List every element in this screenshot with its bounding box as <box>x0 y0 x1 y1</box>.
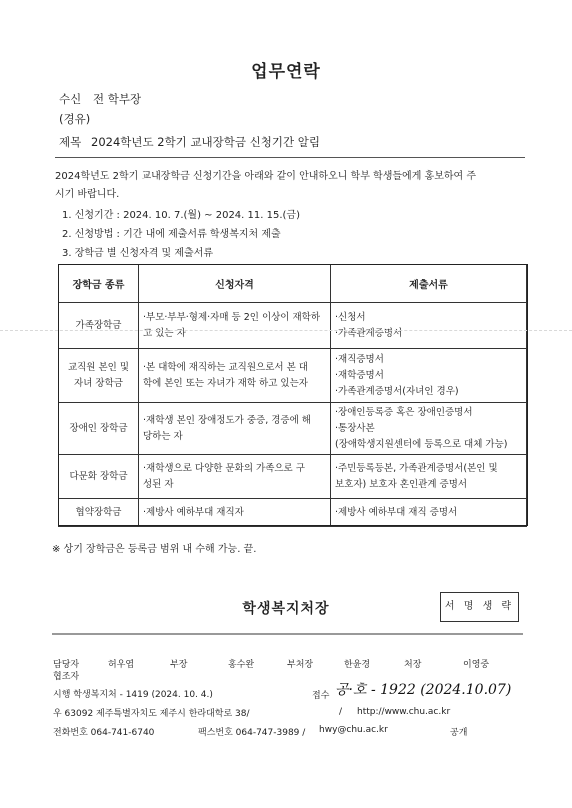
item-method: 2. 신청방법 : 기간 내에 제출서류 학생복지처 제출 <box>62 229 281 240</box>
required-docs: ·신청서 ·가족관계증명서 <box>331 303 527 349</box>
qualification: ·본 대학에 재직하는 교직원으로서 본 대 학에 본인 또는 자녀가 재학 하고 있는자 <box>139 349 331 403</box>
required-docs: ·장애인등록증 혹은 장애인증명서 ·통장사본 (장애학생지원센터에 등록으로 대체 가능) <box>331 403 527 455</box>
intro-line-1: 2024학년도 2학기 교내장학금 신청기간을 아래와 같이 안내하오니 학부 학생들에게 홍보하여 주 <box>55 171 477 182</box>
qualification: ·부모·부부·형제·자매 등 2인 이상이 재학하 고 있는 자 <box>139 303 331 349</box>
note-footnote: ※ 상기 장학금은 등록금 범위 내 수해 가능. 끝. <box>52 544 257 555</box>
approver-role: 부처장 <box>287 660 314 670</box>
qualification: ·재학생으로 다양한 문화의 가족으로 구 성된 자 <box>139 455 331 499</box>
scholarship-type: 다문화 장학금 <box>59 455 139 499</box>
scan-artifact-line <box>0 330 572 331</box>
scholarship-table <box>58 264 527 527</box>
table-row <box>59 499 527 527</box>
scholarship-type: 교직원 본인 및 자녀 장학금 <box>59 349 139 403</box>
approver-name: 허우엽 <box>108 660 135 670</box>
disclosure-status: 공개 <box>450 728 468 738</box>
qualification: ·제방사 예하부대 재직자 <box>139 499 331 527</box>
subject-label: 제목 <box>59 135 82 149</box>
intro-line-2: 시기 바랍니다. <box>55 189 120 200</box>
email-link[interactable]: hwy@chu.ac.kr <box>319 725 388 735</box>
header-documents: 제출서류 <box>331 265 527 303</box>
approver-name: 한윤경 <box>344 660 371 670</box>
item-qualifications: 3. 장학금 별 신청자격 및 제출서류 <box>62 248 214 259</box>
enforcement-number: 시행 학생복지처 - 1419 (2024. 10. 4.) <box>53 690 213 700</box>
approver-name: 홍수완 <box>228 660 255 670</box>
table-row <box>59 349 527 403</box>
required-docs: ·주민등록등본, 가족관계증명서(본인 및 보호자) 보호자 혼인관계 증명서 <box>331 455 527 499</box>
table-row <box>59 455 527 499</box>
approver-name: 이영중 <box>463 660 490 670</box>
table-header-row <box>59 265 527 303</box>
cooperator-label: 협조자 <box>53 672 80 682</box>
address-separator: / <box>339 707 343 717</box>
receipt-label: 접수 <box>312 691 330 701</box>
sender-org: 학생복지처장 <box>242 601 330 617</box>
table-row <box>59 403 527 455</box>
signature-omitted-stamp: 서 명 생 략 <box>440 592 519 622</box>
subject: 2024학년도 2학기 교내장학금 신청기간 알림 <box>91 135 320 149</box>
recipient: 전 학부장 <box>93 92 142 106</box>
item-period: 1. 신청기간 : 2024. 10. 7.(월) ~ 2024. 11. 15.(금) <box>62 210 300 221</box>
address: 우 63092 제주특별자치도 제주시 한라대학로 38/ <box>53 709 250 719</box>
recipient-label: 수신 <box>59 92 82 106</box>
website-link[interactable]: http://www.chu.ac.kr <box>357 707 451 717</box>
approver-role: 부장 <box>170 660 188 670</box>
phone-number: 전화번호 064-741-6740 <box>53 728 155 738</box>
scholarship-type: 협약장학금 <box>59 499 139 527</box>
subject-divider <box>55 157 525 158</box>
required-docs: ·제방사 예하부대 재직 증명서 <box>331 499 527 527</box>
scholarship-type: 장애인 장학금 <box>59 403 139 455</box>
approver-role: 담당자 <box>53 660 80 670</box>
qualification: ·재학생 본인 장애정도가 중증, 경증에 해 당하는 자 <box>139 403 331 455</box>
document-title: 업무연락 <box>251 62 321 82</box>
footer-divider <box>52 633 523 635</box>
table-row <box>59 303 527 349</box>
header-type: 장학금 종류 <box>59 265 139 303</box>
header-qualification: 신청자격 <box>139 265 331 303</box>
scholarship-type: 가족장학금 <box>59 303 139 349</box>
fax-number: 팩스번호 064-747-3989 / <box>198 728 306 738</box>
approver-role: 처장 <box>404 660 422 670</box>
via: (경유) <box>59 112 91 126</box>
receipt-handwritten: 공·호 - 1922 (2024.10.07) <box>335 682 512 698</box>
required-docs: ·재직증명서 ·재학증명서 ·가족관계증명서(자녀인 경우) <box>331 349 527 403</box>
